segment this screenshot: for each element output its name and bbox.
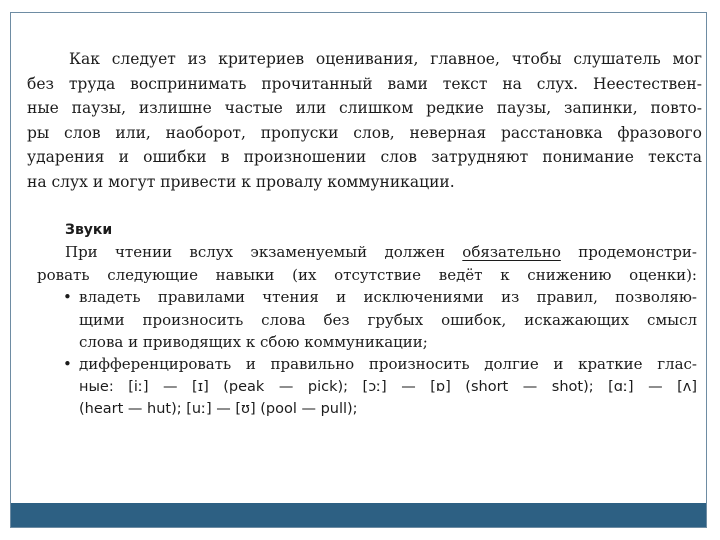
bullet-text: дифференцировать и правильно произносить долгие и краткие глас-	[79, 355, 697, 374]
bullet-text: владеть правилами чтения и исключениями из правил, позволяю-	[79, 288, 697, 307]
paragraph-line: ные паузы, излишне частые или слишком редкие паузы, запинки, повто-	[27, 99, 702, 118]
bullet-text-line: ные: [iː] — [ɪ] (peak — pick); [ɔː] — [ɒ] (short — shot); [ɑː] — [ʌ]	[79, 378, 697, 395]
section-heading: Звуки	[65, 222, 113, 238]
paragraph-line: без труда воспринимать прочитанный вами текст на слух. Неестествен-	[27, 74, 702, 93]
paragraph-line: на слух и могут привести к провалу коммуникации.	[27, 172, 455, 191]
bullet-item	[37, 353, 697, 375]
intro-paragraph	[27, 47, 702, 195]
bullet-icon: •	[63, 355, 72, 374]
intro-text: продемонстри-	[560, 243, 697, 262]
bullet-text-line: (heart — hut); [uː] — [ʊ] (pool — pull);	[79, 401, 358, 418]
bullet-text-line: щими произносить слова без грубых ошибок, искажающих смысл	[79, 310, 697, 329]
slide	[10, 12, 707, 528]
intro-text: При чтении вслух экзаменуемый должен	[65, 243, 463, 262]
section-intro-line	[37, 241, 697, 263]
paragraph-line: ударения и ошибки в произношении слов затрудняют понимание текста	[27, 148, 702, 167]
sounds-section	[37, 219, 697, 421]
bullet-item	[37, 286, 697, 308]
paragraph-line: ры слов или, наоборот, пропуски слов, неверная расстановка фразового	[27, 123, 702, 142]
footer-bar	[11, 503, 706, 527]
paragraph-line: Как следует из критериев оценивания, главное, чтобы слушатель мог	[69, 50, 702, 68]
bullet-icon: •	[63, 288, 72, 307]
section-intro-line: ровать следующие навыки (их отсутствие ведёт к снижению оценки):	[37, 265, 697, 284]
emphasis-word: обязательно	[462, 243, 561, 262]
bullet-text-line: слова и приводящих к сбою коммуникации;	[79, 333, 428, 352]
